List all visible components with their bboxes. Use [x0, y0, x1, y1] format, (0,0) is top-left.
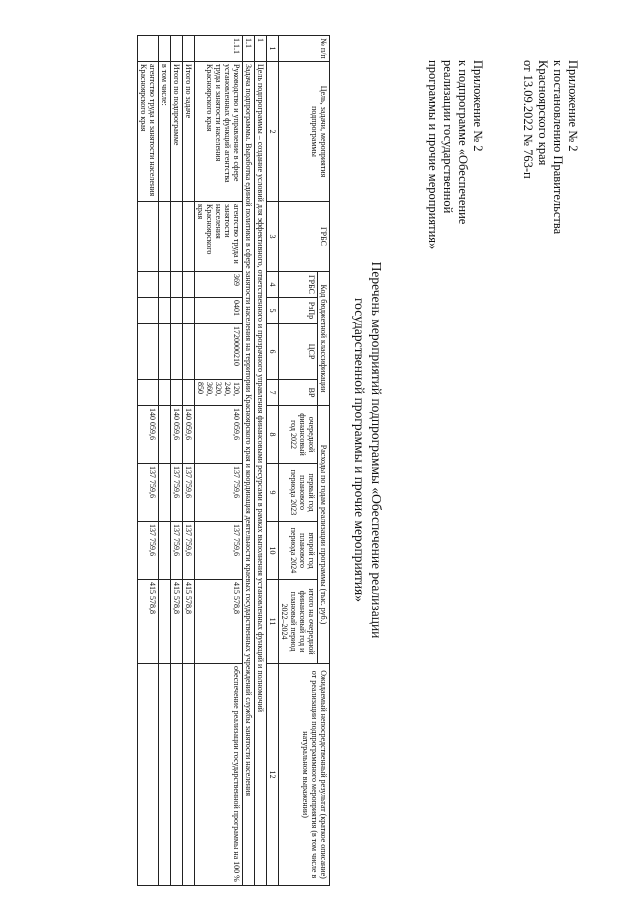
task-total-2023: 137 759,6 [183, 464, 195, 522]
column-number: 12 [267, 664, 279, 886]
task-total-row [183, 36, 195, 886]
item-2022: 140 059,6 [195, 406, 243, 464]
column-number: 11 [267, 580, 279, 664]
subprogram-total-2024: 137 759,6 [171, 522, 183, 580]
title-line: Перечень мероприятий подпрограммы «Обеспечение реализации [369, 261, 384, 639]
item-grbs: агентство труда и занятости населения Красноярского края [195, 202, 243, 272]
task-total-2022: 140 059,6 [183, 406, 195, 464]
subprogram-total-2022: 140 059,6 [171, 406, 183, 464]
agency-2022: 140 059,6 [138, 406, 159, 464]
column-number: 3 [267, 202, 279, 272]
appendix-header-subprogram [425, 60, 485, 249]
goal-num: 1 [255, 36, 267, 62]
header-year-2023: первый год планового периода 2023 [279, 464, 318, 522]
subprogram-total-label: Итого по подпрограмме [171, 62, 183, 202]
header-line: к постановлению Правительства [551, 60, 565, 235]
column-number: 5 [267, 298, 279, 324]
title-line: государственной программы и прочие мероприятия» [352, 297, 367, 602]
subprogram-total-total: 415 578,8 [171, 580, 183, 664]
appendix-header-government [520, 60, 580, 234]
item-vr: 120, 240, 320, 360, 850 [195, 380, 243, 406]
agency-row [138, 36, 159, 886]
agency-2023: 137 759,6 [138, 464, 159, 522]
header-line: Красноярского края [536, 60, 550, 166]
header-vr: ВР [279, 380, 318, 406]
item-total: 415 578,8 [195, 580, 243, 664]
goal-row [255, 36, 267, 886]
subprogram-total-row [171, 36, 183, 886]
header-expenses: Расходы по годам реализации программы (тыс. руб.) [318, 406, 330, 664]
item-2023: 137 759,6 [195, 464, 243, 522]
agency-label: агентство труда и занятости населения Красноярского края [138, 62, 159, 202]
subprogram-total-2023: 137 759,6 [171, 464, 183, 522]
header-rzpr: РзПр [279, 298, 318, 324]
header-line: к подпрограмме «Обеспечение [456, 60, 470, 225]
column-number-row [267, 36, 279, 886]
column-number: 4 [267, 272, 279, 298]
item-grbs-code: 369 [195, 272, 243, 298]
header-line: программы и прочие мероприятия» [426, 60, 440, 250]
column-number: 10 [267, 522, 279, 580]
header-num: № п/п [279, 36, 330, 62]
measures-table [137, 35, 330, 886]
header-goal: Цель, задачи, мероприятия подпрограммы [279, 62, 330, 202]
header-year-2022: очередной финансовый год 2022 [279, 406, 318, 464]
including-label: в том числе: [159, 62, 171, 202]
header-total: итого на очередной финансовый год и плановый период 2022–2024 [279, 580, 318, 664]
header-line: реализации государственной [441, 60, 455, 214]
goal-text: Цель подпрограммы – создание условий для эффективного, ответственного и прозрачного управления финансовыми ресурсами в рамках выполнения установленных функций и полномочий [255, 62, 267, 886]
task-total-label: Итого по задаче [183, 62, 195, 202]
column-number: 6 [267, 324, 279, 380]
header-year-2024: второй год планового периода 2024 [279, 522, 318, 580]
column-number: 7 [267, 380, 279, 406]
header-result: Ожидаемый непосредственный результат (краткое описание) от реализации подпрограммного мероприятия (в том числе в натуральном выражении) [279, 664, 330, 886]
header-csr: ЦСР [279, 324, 318, 380]
item-rzpr: 0401 [195, 298, 243, 324]
item-result: обеспечение реализации государственной программы на 100 % [195, 664, 243, 886]
column-number: 1 [267, 36, 279, 62]
header-grbs-code: ГРБС [279, 272, 318, 298]
item-name: Руководство и управление в сфере установленных функций агентства труда и занятости населения Красноярского края [195, 62, 243, 202]
task-row [243, 36, 255, 886]
agency-total: 415 578,8 [138, 580, 159, 664]
task-total-2024: 137 759,6 [183, 522, 195, 580]
table-row [195, 36, 243, 886]
task-num: 1.1 [243, 36, 255, 62]
header-kbk: Код бюджетной классификации [318, 272, 330, 406]
task-text: Задача подпрограммы. Выработка единой политики в сфере занятости населения на территории Красноярского края и координация деятельности краевых государственных учреждений службы занятости населения [243, 62, 255, 886]
item-num: 1.1.1 [195, 36, 243, 62]
table-header-row [318, 36, 330, 886]
agency-2024: 137 759,6 [138, 522, 159, 580]
header-line: Приложение № 2 [471, 60, 485, 152]
column-number: 8 [267, 406, 279, 464]
header-line: Приложение № 2 [566, 60, 580, 152]
item-2024: 137 759,6 [195, 522, 243, 580]
column-number: 2 [267, 62, 279, 202]
header-line: от 13.09.2022 № 763-п [521, 60, 535, 179]
including-row [159, 36, 171, 886]
page-title [351, 230, 385, 670]
item-csr: 1720000210 [195, 324, 243, 380]
column-number: 9 [267, 464, 279, 522]
header-grbs: ГРБС [279, 202, 330, 272]
task-total-total: 415 578,8 [183, 580, 195, 664]
